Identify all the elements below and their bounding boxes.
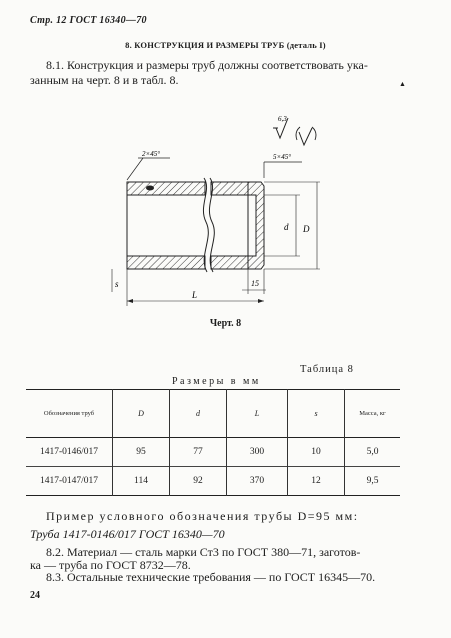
cell-D: 95 (113, 438, 170, 467)
paragraph-8-2-line-1: 8.2. Материал — сталь марки Ст3 по ГОСТ 380—71, заготов- (46, 545, 361, 559)
chamfer-left-label: 2×45° (142, 150, 161, 158)
header-d: d (170, 390, 227, 438)
cell-d: 92 (170, 467, 227, 496)
table-row (26, 438, 400, 467)
cell-L: 370 (227, 467, 288, 496)
cell-mass: 9,5 (366, 476, 379, 486)
cell-s: 10 (288, 438, 345, 467)
example-line-1: Пример условного обозначения трубы D=95 мм: (46, 509, 359, 523)
cell-d: 77 (170, 438, 227, 467)
table-header-row (26, 390, 400, 438)
chamfer-right-label: 5×45° (273, 153, 292, 161)
header-L: L (227, 390, 288, 438)
dimension-s-label: s (115, 279, 119, 289)
roughness-value: 6,3 (278, 115, 287, 123)
cell-designation: 1417-0147/017 (26, 467, 113, 496)
header-designation: Обозначения труб (26, 390, 113, 438)
cell-s: 12 (288, 467, 345, 496)
header-D: D (113, 390, 170, 438)
paragraph-8-1-line-1: 8.1. Конструкция и размеры труб должны соответствовать ука- (46, 58, 368, 72)
table-title: Размеры в мм (172, 376, 261, 387)
table-row (26, 467, 400, 496)
dimension-15-label: 15 (251, 279, 259, 288)
figure-caption: Черт. 8 (209, 318, 242, 329)
table-label: Таблица 8 (300, 364, 354, 375)
header-s: s (288, 390, 345, 438)
margin-mark: ▲ (399, 80, 406, 88)
pipe-section-right (211, 182, 264, 269)
header-mass: Масса, кг (359, 409, 386, 417)
dimension-d-label: d (284, 222, 289, 232)
roughness-check-icon (296, 127, 316, 145)
cell-L: 300 (227, 438, 288, 467)
example-line-2: Труба 1417-0146/017 ГОСТ 16340—70 (30, 527, 225, 541)
dimension-L-label: L (192, 290, 198, 300)
cell-designation: 1417-0146/017 (26, 438, 113, 467)
section-title: 8. КОНСТРУКЦИЯ И РАЗМЕРЫ ТРУБ (деталь I) (125, 40, 326, 50)
cell-D: 114 (113, 467, 170, 496)
paragraph-8-1-line-2: занным на черт. 8 и в табл. 8. (30, 73, 179, 87)
paragraph-8-2-line-2: ка — труба по ГОСТ 8732—78. (30, 558, 191, 572)
cell-mass: 5,0 (366, 447, 379, 457)
dimension-D-label: D (303, 224, 310, 234)
page-number: 24 (30, 590, 40, 601)
dimensions-table (26, 389, 400, 496)
pipe-section-left (127, 182, 205, 269)
paragraph-8-3: 8.3. Остальные технические требования — по ГОСТ 16345—70. (46, 570, 376, 584)
page-header: Стр. 12 ГОСТ 16340—70 (30, 15, 147, 26)
